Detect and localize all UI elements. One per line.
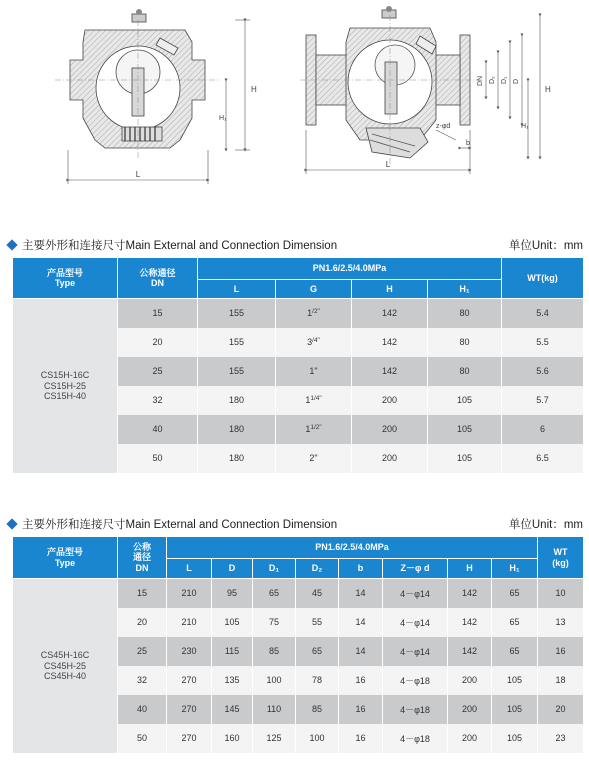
header-col-b: b [339,559,383,579]
cell-wt: 5.5 [502,328,584,357]
cell-G: $3^{/4"}$ [276,328,352,357]
header-col-zd: Z－φ d [383,559,448,579]
cell-L: 210 [167,608,212,637]
cell-b: 14 [339,608,383,637]
cell-H1: 65 [492,579,538,608]
header-type: 产品型号 Type [13,537,118,579]
cell-D1: 65 [253,579,296,608]
cell-wt: 16 [538,637,584,666]
cell-L: 180 [198,415,276,444]
header-pn: PN1.6/2.5/4.0MPa [198,258,502,280]
cell-b: 14 [339,579,383,608]
cell-L: 155 [198,357,276,386]
cell-zd: 4－φ14 [383,637,448,666]
cell-b: 14 [339,637,383,666]
header-col-D1: D₁ [253,559,296,579]
cell-L: 155 [198,299,276,328]
header-col-D2: D₂ [296,559,339,579]
cell-L: 270 [167,724,212,753]
cell-D: 135 [212,666,253,695]
cell-H1: 105 [492,724,538,753]
header-pn: PN1.6/2.5/4.0MPa [167,537,538,559]
cell-dn: 50 [118,724,167,753]
cell-L: 270 [167,666,212,695]
cell-H1: 80 [428,299,502,328]
cell-dn: 20 [118,328,198,357]
cell-dn: 25 [118,637,167,666]
cell-wt: 20 [538,695,584,724]
cell-H: 200 [448,666,492,695]
cell-D: 145 [212,695,253,724]
right-dim-L-label: L [385,160,391,169]
spec-table-cs45h [12,536,584,753]
cell-L: 230 [167,637,212,666]
table-row [13,299,584,328]
cell-H: 142 [448,608,492,637]
section1-title: 主要外形和连接尺寸Main External and Connection Dimension [22,240,338,252]
cell-dn: 40 [118,415,198,444]
cell-D2: 85 [296,695,339,724]
left-dim-H-label: H [251,85,257,94]
cell-dn: 32 [118,666,167,695]
header-dn: 公称通径 DN [118,258,198,299]
cell-D: 115 [212,637,253,666]
cell-G: 2" [276,444,352,473]
cell-D2: 78 [296,666,339,695]
cell-L: 180 [198,444,276,473]
header-type: 产品型号 Type [13,258,118,299]
cell-H: 200 [448,724,492,753]
drawing-threaded-trap [55,9,220,160]
cell-D: 105 [212,608,253,637]
cell-wt: 23 [538,724,584,753]
header-col-H1: H₁ [428,280,502,299]
right-dim-DN-label: DN [477,75,484,86]
header-col-H: H [448,559,492,579]
cell-zd: 4－φ18 [383,724,448,753]
cell-D1: 85 [253,637,296,666]
cell-H1: 65 [492,608,538,637]
cell-H: 142 [352,328,428,357]
header-col-L: L [167,559,212,579]
cell-wt: 5.4 [502,299,584,328]
cell-D1: 75 [253,608,296,637]
cell-H1: 65 [492,637,538,666]
cell-H1: 80 [428,357,502,386]
cell-dn: 50 [118,444,198,473]
cell-H: 200 [448,695,492,724]
right-dim-D-label: D [513,78,520,84]
cell-H1: 105 [428,444,502,473]
drawing-flanged-trap [300,6,480,165]
cell-D2: 100 [296,724,339,753]
section2-title-bar [6,516,583,532]
section2-title: 主要外形和连接尺寸Main External and Connection Dimension [22,519,338,531]
left-dim-L-label: L [135,170,141,179]
cell-wt: 6 [502,415,584,444]
cell-D1: 110 [253,695,296,724]
diamond-bullet-icon [6,518,17,529]
section1-unit: 单位Unit：mm [508,240,583,252]
cell-G: 1" [276,357,352,386]
cell-H1: 80 [428,328,502,357]
cell-D1: 100 [253,666,296,695]
cell-H: 142 [448,579,492,608]
cell-G: $1^{1/2"}$ [276,415,352,444]
header-col-L: L [198,280,276,299]
cell-zd: 4－φ14 [383,579,448,608]
spec-table-cs15h [12,257,584,473]
header-dn: 公称 通径 DN [118,537,167,579]
cell-H: 142 [352,357,428,386]
cell-H: 142 [352,299,428,328]
cell-L: 155 [198,328,276,357]
cell-H1: 105 [492,695,538,724]
cell-D1: 125 [253,724,296,753]
diamond-bullet-icon [6,239,17,250]
cell-b: 16 [339,666,383,695]
cell-G: $1^{/2"}$ [276,299,352,328]
cell-zd: 4－φ18 [383,666,448,695]
cell-D2: 55 [296,608,339,637]
cell-zd: 4－φ14 [383,608,448,637]
cell-dn: 15 [118,579,167,608]
left-dim-H1-label: H₁ [219,115,227,122]
cell-D2: 65 [296,637,339,666]
header-wt: WT (kg) [538,537,584,579]
cell-H1: 105 [428,386,502,415]
right-dim-zd-label: z-φd [436,123,451,130]
cell-H: 200 [352,444,428,473]
header-col-D: D [212,559,253,579]
right-dim-H-label: H [545,85,551,94]
cell-H: 142 [448,637,492,666]
cell-L: 270 [167,695,212,724]
cell-H: 200 [352,415,428,444]
right-dim-D2-label: D₂ [489,76,496,84]
cell-dn: 25 [118,357,198,386]
cell-wt: 5.7 [502,386,584,415]
cell-L: 210 [167,579,212,608]
cell-L: 180 [198,386,276,415]
header-col-G: G [276,280,352,299]
cell-dn: 32 [118,386,198,415]
cell-b: 16 [339,724,383,753]
right-dim-H1-label: H₁ [521,123,529,130]
technical-drawings [0,0,589,200]
cell-dn: 40 [118,695,167,724]
cell-dn: 20 [118,608,167,637]
cell-wt: 13 [538,608,584,637]
cell-wt: 5.6 [502,357,584,386]
header-col-H: H [352,280,428,299]
header-wt: WT(kg) [502,258,584,299]
cell-H1: 105 [492,666,538,695]
cell-H1: 105 [428,415,502,444]
cell-G: $1^{1/4"}$ [276,386,352,415]
cell-D: 95 [212,579,253,608]
right-dim-b-label: b [466,140,470,147]
cell-D2: 45 [296,579,339,608]
header-col-H1: H₁ [492,559,538,579]
cell-D: 160 [212,724,253,753]
cell-wt: 18 [538,666,584,695]
cell-dn: 15 [118,299,198,328]
cell-b: 16 [339,695,383,724]
cell-wt: 10 [538,579,584,608]
table-row [13,579,584,608]
type-cell: CS45H-16C CS45H-25 CS45H-40 [13,579,118,753]
cell-zd: 4－φ18 [383,695,448,724]
section1-title-bar [6,237,583,253]
right-dim-D1-label: D₁ [501,76,508,84]
cell-H: 200 [352,386,428,415]
type-cell: CS15H-16C CS15H-25 CS15H-40 [13,299,118,473]
section2-unit: 单位Unit：mm [508,519,583,531]
cell-wt: 6.5 [502,444,584,473]
